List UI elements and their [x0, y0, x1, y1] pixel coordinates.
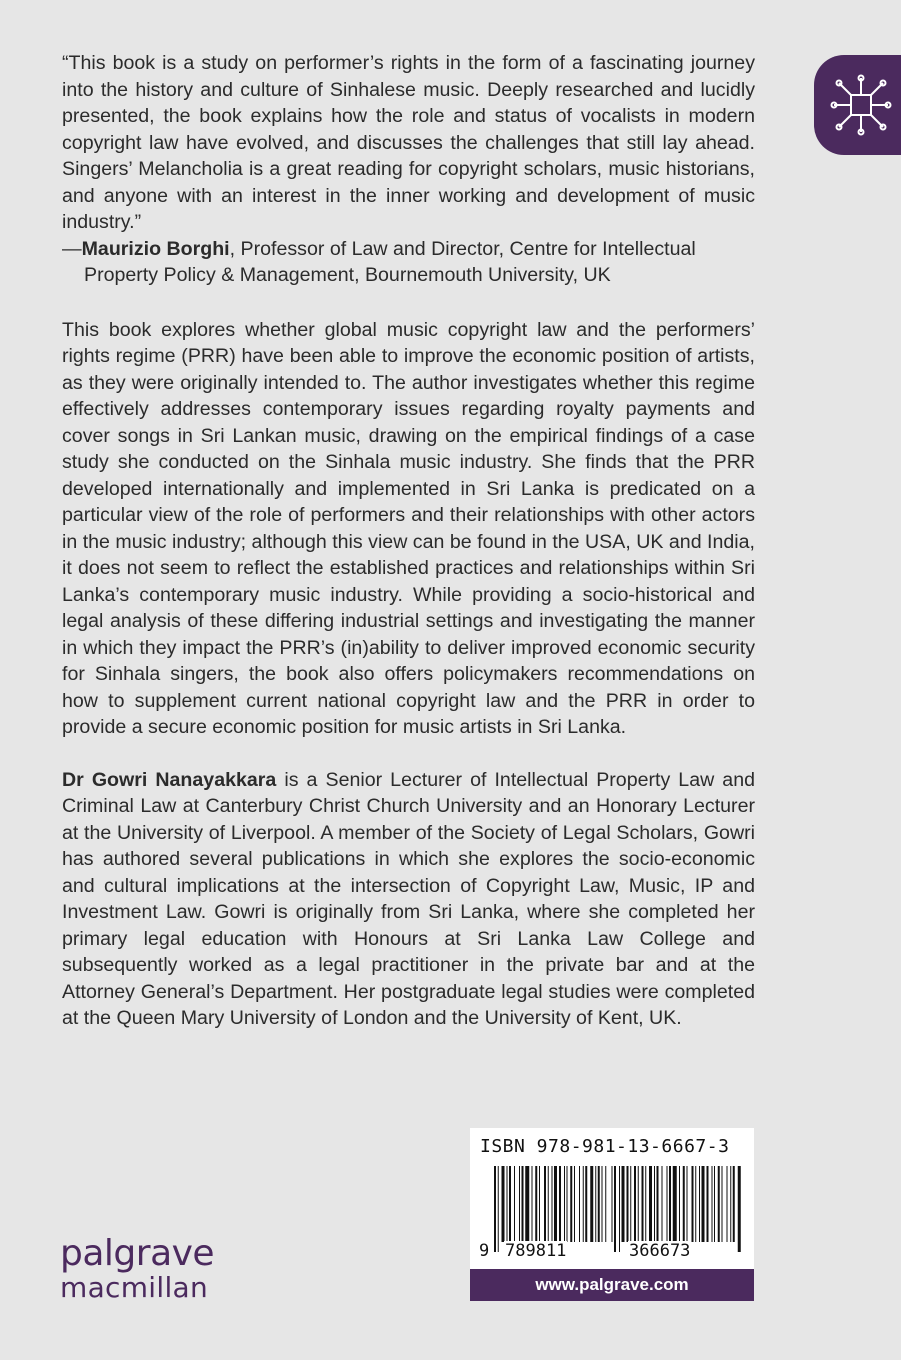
- barcode-bar: [548, 1166, 549, 1242]
- endorsement-attribution: [62, 236, 755, 289]
- barcode-bar: [722, 1166, 723, 1242]
- barcode-bar: [570, 1166, 572, 1242]
- barcode-bar: [552, 1166, 553, 1242]
- barcode-bar: [509, 1166, 511, 1242]
- barcode-bar: [727, 1166, 728, 1242]
- barcode-bar: [634, 1166, 636, 1242]
- barcode-bar: [498, 1166, 499, 1252]
- barcode-bar: [567, 1166, 568, 1242]
- book-description: This book explores whether global music copyright law and the performers’ rights regime (PRR) have been able to improve the economic position of artists, as they were originally intended to. The author investigates whether this regime effectively addresses contemporary issues regarding royalty payments and cover songs in Sri Lankan music, drawing on the empirical findings of a case study she conducted on the Sinhala music industry. She finds that the PRR developed internationally and implemented in Sri Lanka is predicated on a particular view of the role of performers and their relationships with other actors in the music industry; although this view can be found in the USA, UK and India, it does not seem to reflect the established practices and relationships within Sri Lanka’s contemporary music industry. While providing a socio-historical and legal analysis of these differing industrial settings and investigating the manner in which they impact the PRR’s (in)ability to deliver improved economic security for Sinhala singers, the book also offers policymakers recommendations on how to supplement current national copyright law and the PRR in order to provide a secure economic position for music artists in Sri Lanka.: [62, 318, 755, 738]
- barcode-bar: [687, 1166, 688, 1242]
- author-name: Dr Gowri Nanayakkara: [62, 768, 277, 791]
- barcode-bar: [522, 1166, 524, 1242]
- barcode-digits-left: 789811: [505, 1241, 567, 1261]
- barcode-bar: [494, 1166, 496, 1252]
- barcode-bar: [718, 1166, 720, 1242]
- barcode-bar: [602, 1166, 603, 1242]
- barcode-bar: [559, 1166, 561, 1242]
- barcode-bar: [695, 1166, 696, 1242]
- barcode-bar: [712, 1166, 713, 1242]
- barcode-bar: [662, 1166, 663, 1242]
- barcode-bar: [605, 1166, 606, 1242]
- barcode-bar: [627, 1166, 629, 1242]
- publisher-url: www.palgrave.com: [470, 1269, 754, 1301]
- barcode-bar: [738, 1166, 741, 1252]
- barcode-bar: [654, 1166, 655, 1242]
- publisher-name-line2: macmillan: [60, 1271, 209, 1304]
- back-cover-text: [62, 50, 755, 1032]
- barcode-bar: [564, 1166, 565, 1242]
- author-bio: [62, 767, 755, 1032]
- endorser-affiliation-1: , Professor of Law and Director, Centre for Intellectual: [229, 237, 696, 260]
- barcode-bar: [699, 1166, 700, 1242]
- barcode-bar: [595, 1166, 596, 1242]
- barcode-digit-lead: 9: [479, 1241, 490, 1261]
- barcode-bar: [574, 1166, 575, 1242]
- attribution-dash: —: [62, 237, 82, 260]
- barcode-bar: [645, 1166, 646, 1242]
- barcode-bar: [669, 1166, 671, 1242]
- barcode-bar: [535, 1166, 537, 1242]
- author-bio-text: is a Senior Lecturer of Intellectual Property Law and Criminal Law at Canterbury Christ Church University and an Honorary Lecturer at the University of Liverpool. A member of the Society of Legal Scholars, Gowri has authored several publications in which she explores the socio-economic and cultural implications at the intersection of Copyright Law, Music, IP and Investment Law. Gowri is originally from Sri Lanka, where she completed her primary legal education with Honours at Sri Lanka Law College and subsequently worked as a legal practitioner in the private bar and at the Attorney General’s Department. Her postgraduate legal studies were completed at the Queen Mary University of London and the University of Kent, UK.: [62, 768, 755, 1029]
- barcode-digits-right: 366673: [629, 1241, 691, 1261]
- barcode-bar: [519, 1166, 520, 1242]
- barcode-bar: [667, 1166, 668, 1242]
- barcode-bar: [702, 1166, 705, 1242]
- barcode-bar: [707, 1166, 709, 1242]
- barcode-bar: [502, 1166, 505, 1242]
- barcode-bar: [554, 1166, 557, 1242]
- barcode-bar: [657, 1166, 659, 1242]
- barcode-bar: [507, 1166, 508, 1242]
- barcode-bar: [532, 1166, 533, 1242]
- isbn-label: ISBN 978-981-13-6667-3: [480, 1136, 730, 1157]
- barcode-bar: [692, 1166, 694, 1242]
- publisher-logo-badge: [814, 55, 901, 155]
- barcode-bar: [614, 1166, 616, 1252]
- barcode-bar: [598, 1166, 600, 1242]
- barcode-bar: [630, 1166, 631, 1242]
- barcode-bar: [539, 1166, 540, 1242]
- publisher-name-line1: palgrave: [60, 1233, 215, 1274]
- barcode-bar: [733, 1166, 735, 1242]
- endorser-name: Maurizio Borghi: [81, 237, 230, 260]
- barcode-bar: [683, 1166, 685, 1242]
- barcode-bar: [544, 1166, 546, 1242]
- endorsement-quote: “This book is a study on performer’s rights in the form of a fascinating journey into the history and culture of Sinhalese music. Deeply researched and lucidly presented, the book explains how the role and status of vocalists in modern copyright law have evolved, and discusses the challenges that still lay ahead. Singers’ Melancholia is a great reading for copyright scholars, music historians, and anyone with an interest in the inner working and development of music industry.”: [62, 52, 755, 233]
- barcode-bar: [525, 1166, 529, 1242]
- publisher-wordmark: [60, 1235, 214, 1303]
- barcode-bar: [585, 1166, 587, 1242]
- barcode-graphic: [480, 1166, 744, 1252]
- barcode-bar: [619, 1166, 620, 1252]
- barcode-bar: [649, 1166, 652, 1242]
- isbn-barcode-box: [470, 1128, 754, 1301]
- barcode-bar: [679, 1166, 680, 1242]
- barcode-bar: [583, 1166, 584, 1242]
- barcode-bar: [590, 1166, 593, 1242]
- barcode-bar: [514, 1166, 515, 1242]
- barcode-bar: [579, 1166, 580, 1242]
- barcode-bar: [642, 1166, 644, 1242]
- barcode-bar: [612, 1166, 613, 1242]
- barcode-bar: [714, 1166, 715, 1242]
- barcode-bar: [638, 1166, 639, 1242]
- network-logo-icon: [830, 74, 892, 136]
- endorser-affiliation-2: Property Policy & Management, Bournemouth University, UK: [84, 264, 611, 286]
- barcode-bar: [622, 1166, 625, 1242]
- barcode-bar: [673, 1166, 677, 1242]
- barcode-bar: [730, 1166, 731, 1242]
